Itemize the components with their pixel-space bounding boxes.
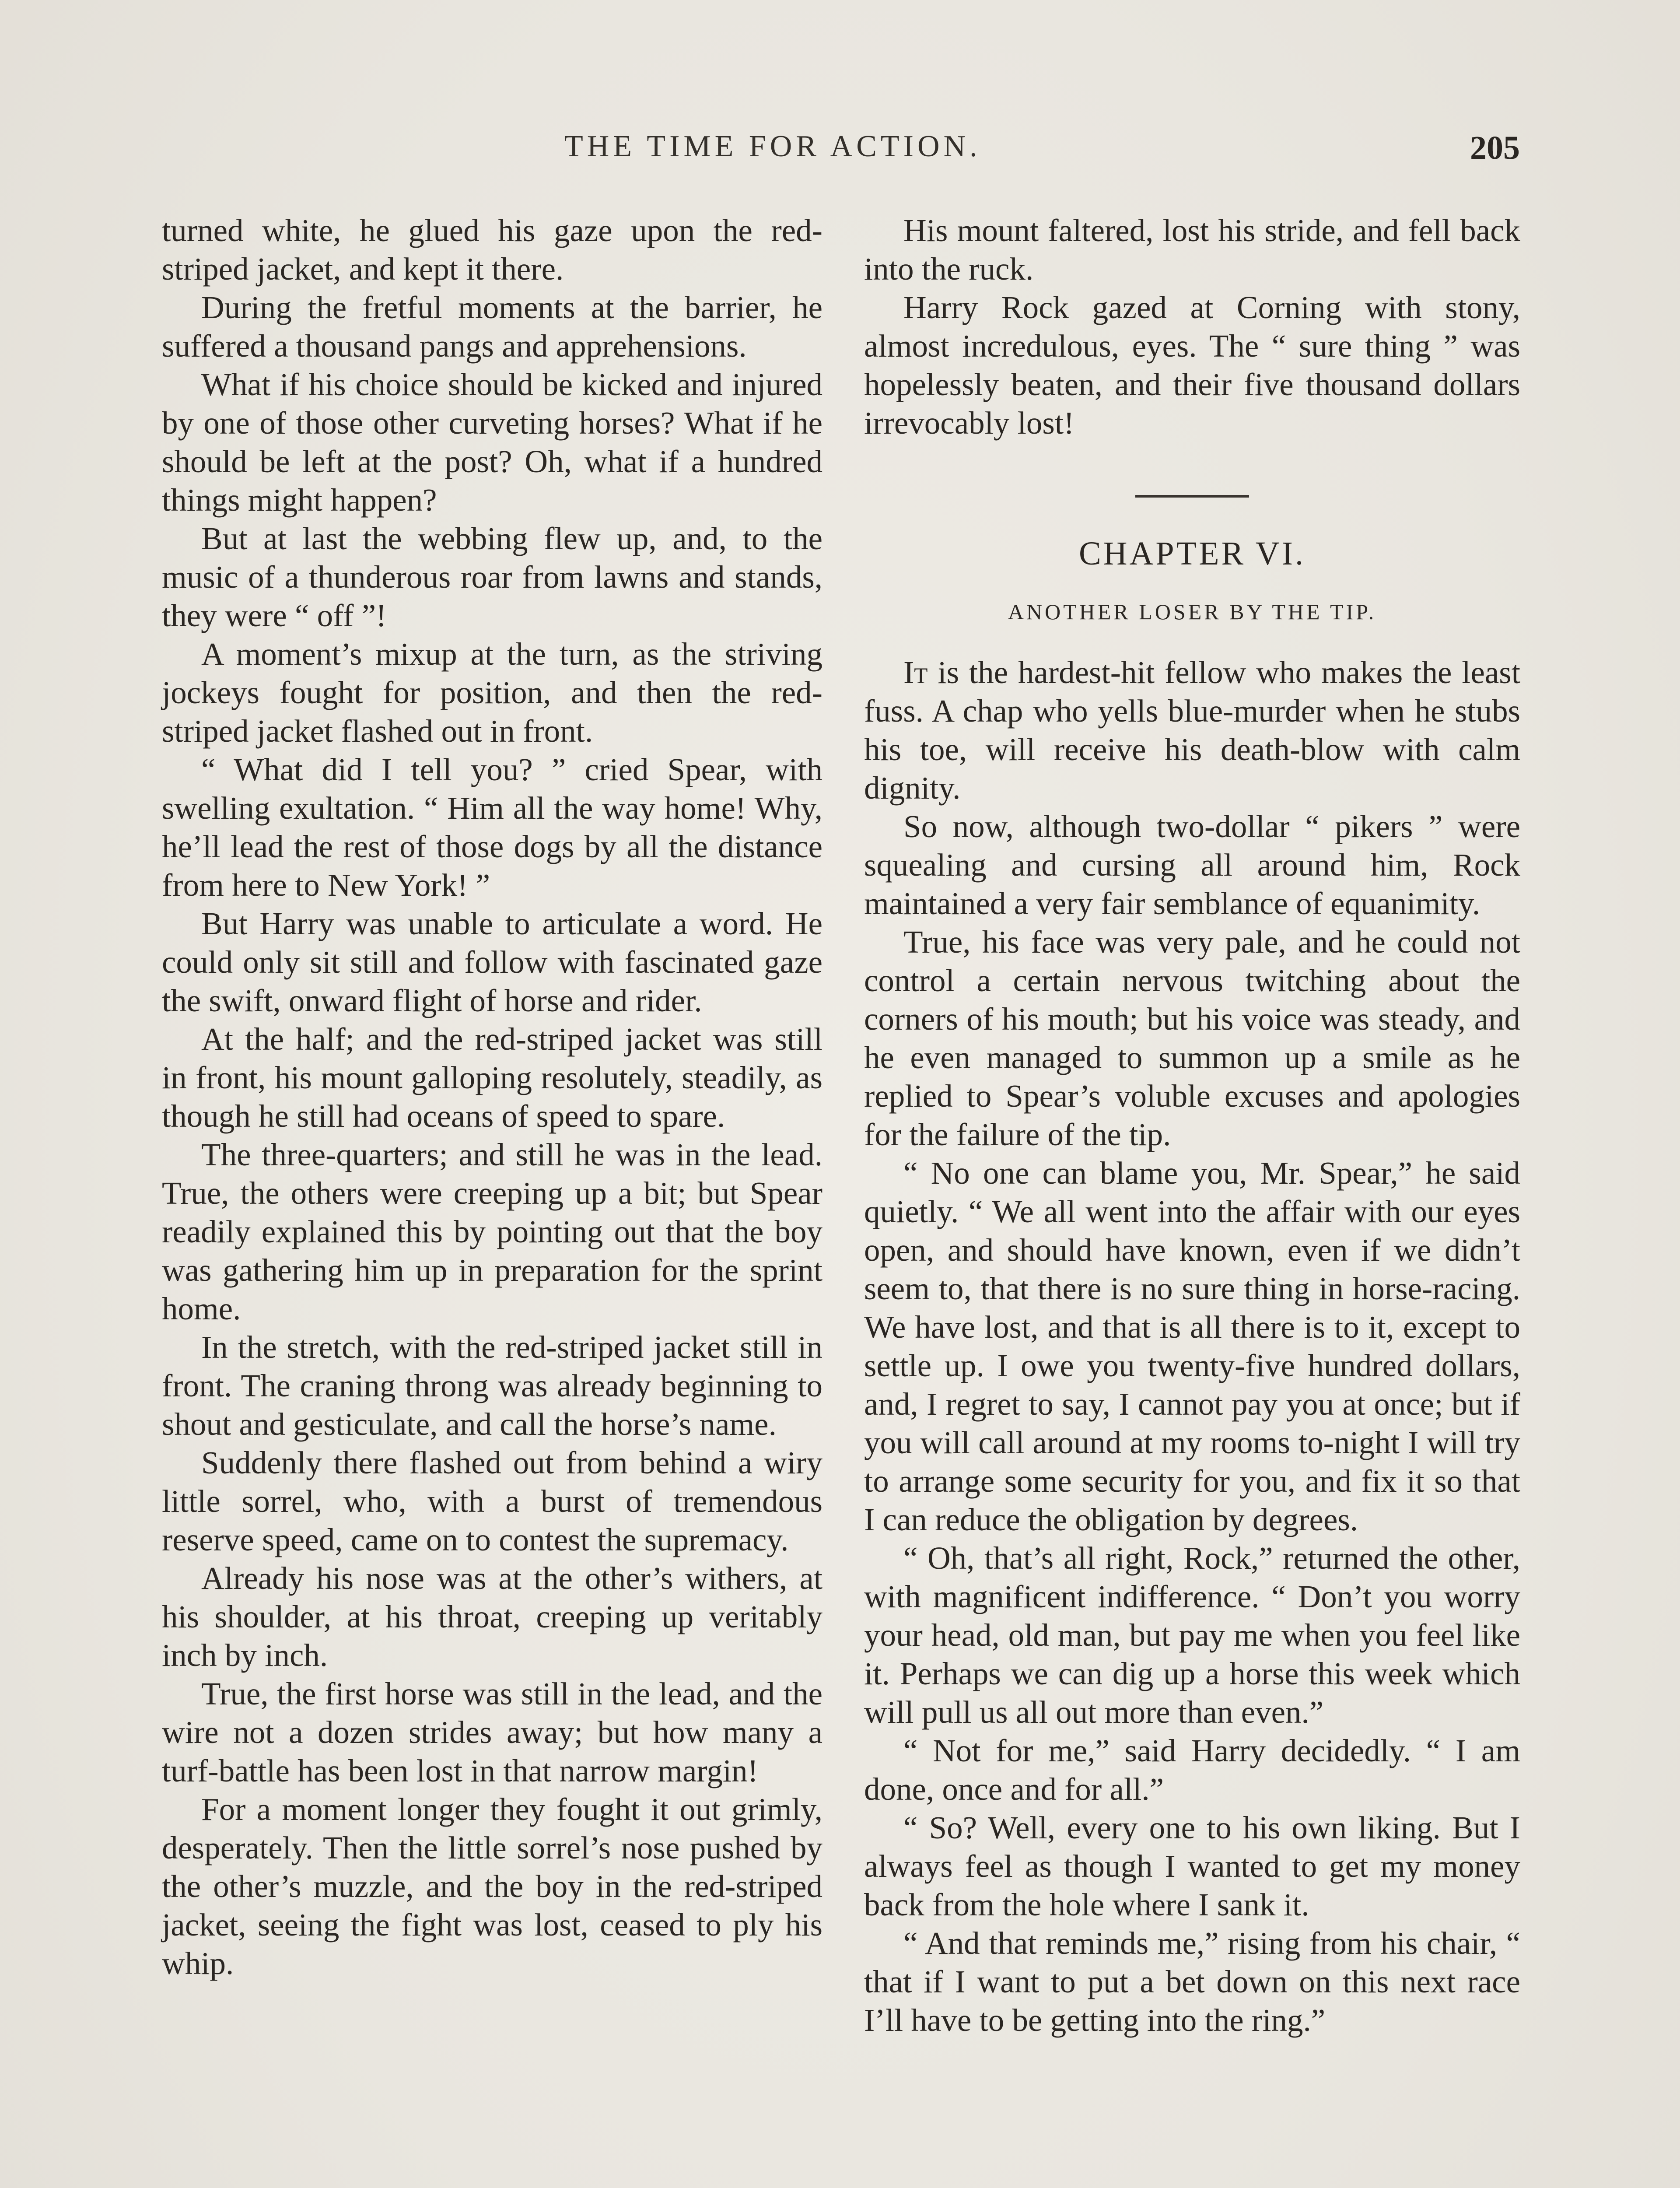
opening-text: is the hardest-hit fellow who makes the least fuss. A chap who yells blue-murder when he stubs his toe, will receive his death-blow with calm dignity. bbox=[864, 655, 1520, 806]
page-number: 205 bbox=[1470, 130, 1520, 166]
paragraph: Suddenly there flashed out from behind a wiry little sorrel, who, with a burst of tremendous reserve speed, came on to contest the supremacy. bbox=[162, 1445, 822, 1557]
paragraph: In the stretch, with the red-striped jacket still in front. The craning throng was already beginning to shout and gesticulate, and call the horse’s name. bbox=[162, 1329, 822, 1442]
paragraph: turned white, he glued his gaze upon the red-striped jacket, and kept it there. bbox=[162, 213, 822, 287]
paragraph: For a moment longer they fought it out grimly, desperately. Then the little sorrel’s nose pushed by the other’s muzzle, and the boy in the red-striped jacket, seeing the fight was lost, ceased to ply his whip. bbox=[162, 1792, 822, 1981]
paragraph: “ So? Well, every one to his own liking. But I always feel as though I wanted to get my money back from the hole where I sank it. bbox=[864, 1810, 1520, 1922]
paragraph: But at last the webbing flew up, and, to the music of a thunderous roar from lawns and stands, they were “ off ”! bbox=[162, 521, 822, 633]
section-divider bbox=[1135, 495, 1249, 498]
paragraph: But Harry was unable to articulate a word. He could only sit still and follow with fascinated gaze the swift, onward flight of horse and rider. bbox=[162, 906, 822, 1018]
chapter-title: CHAPTER VI. bbox=[1078, 535, 1306, 572]
paragraph: True, the first horse was still in the lead, and the wire not a dozen strides away; but how many a turf-battle has been lost in that narrow margin! bbox=[162, 1676, 822, 1788]
running-head: THE TIME FOR ACTION. bbox=[564, 130, 981, 163]
paragraph: “ No one can blame you, Mr. Spear,” he said quietly. “ We all went into the affair with our eyes open, and should have known, even if we didn’t seem to, that there is no sure thing in horse-racing. We have lost, and that is all there is to it, except to settle up. I owe you twenty-five hundred dollars, and, I regret to say, I cannot pay you at once; but if you will call around at my rooms to-night I will try to arrange some security for you, and fix it so that I can reduce the obligation by degrees. bbox=[864, 1155, 1520, 1537]
opening-smallcaps: It bbox=[903, 655, 928, 690]
paragraph: Already his nose was at the other’s withers, at his shoulder, at his throat, creeping up veritably inch by inch. bbox=[162, 1560, 822, 1673]
paragraph: What if his choice should be kicked and injured by one of those other curveting horses? What if he should be left at the post? Oh, what if a hundred things might happen? bbox=[162, 367, 822, 518]
left-column bbox=[162, 211, 822, 1983]
paragraph: True, his face was very pale, and he could not control a certain nervous twitching about the corners of his mouth; but his voice was steady, and he even managed to summon up a smile as he replied to Spear’s voluble excuses and apologies for the failure of the tip. bbox=[864, 924, 1520, 1152]
paragraph: “ Not for me,” said Harry decidedly. “ I am done, once and for all.” bbox=[864, 1733, 1520, 1807]
paragraph: So now, although two-dollar “ pikers ” were squealing and cursing all around him, Rock maintained a very fair semblance of equanimity. bbox=[864, 809, 1520, 921]
paragraph: The three-quarters; and still he was in the lead. True, the others were creeping up a bit; but Spear readily explained this by pointing out that the boy was gathering him up in preparation for the sprint home. bbox=[162, 1137, 822, 1326]
paragraph: At the half; and the red-striped jacket was still in front, his mount galloping resolutely, steadily, as though he still had oceans of speed to spare. bbox=[162, 1021, 822, 1134]
paragraph: “ What did I tell you? ” cried Spear, with swelling exultation. “ Him all the way home! Why, he’ll lead the rest of those dogs by all the distance from here to New York! ” bbox=[162, 752, 822, 903]
paragraph: Harry Rock gazed at Corning with stony, almost incredulous, eyes. The “ sure thing ” was hopelessly beaten, and their five thousand dollars irrevocably lost! bbox=[864, 290, 1520, 441]
paragraph: “ And that reminds me,” rising from his chair, “ that if I want to put a bet down on this next race I’ll have to be getting into the ring.” bbox=[864, 1925, 1520, 2038]
chapter-opening-paragraph bbox=[864, 653, 1520, 807]
paragraph: A moment’s mixup at the turn, as the striving jockeys fought for position, and then the red-striped jacket flashed out in front. bbox=[162, 636, 822, 749]
right-column bbox=[864, 211, 1520, 2040]
paragraph: “ Oh, that’s all right, Rock,” returned the other, with magnificent indifference. “ Don’t you worry your head, old man, but pay me when you feel like it. Perhaps we can dig up a horse this week which will pull us all out more than even.” bbox=[864, 1540, 1520, 1730]
chapter-subtitle: ANOTHER LOSER BY THE TIP. bbox=[1008, 600, 1377, 624]
paragraph: During the fretful moments at the barrier, he suffered a thousand pangs and apprehensions. bbox=[162, 290, 822, 364]
paragraph: His mount faltered, lost his stride, and fell back into the ruck. bbox=[864, 213, 1520, 287]
